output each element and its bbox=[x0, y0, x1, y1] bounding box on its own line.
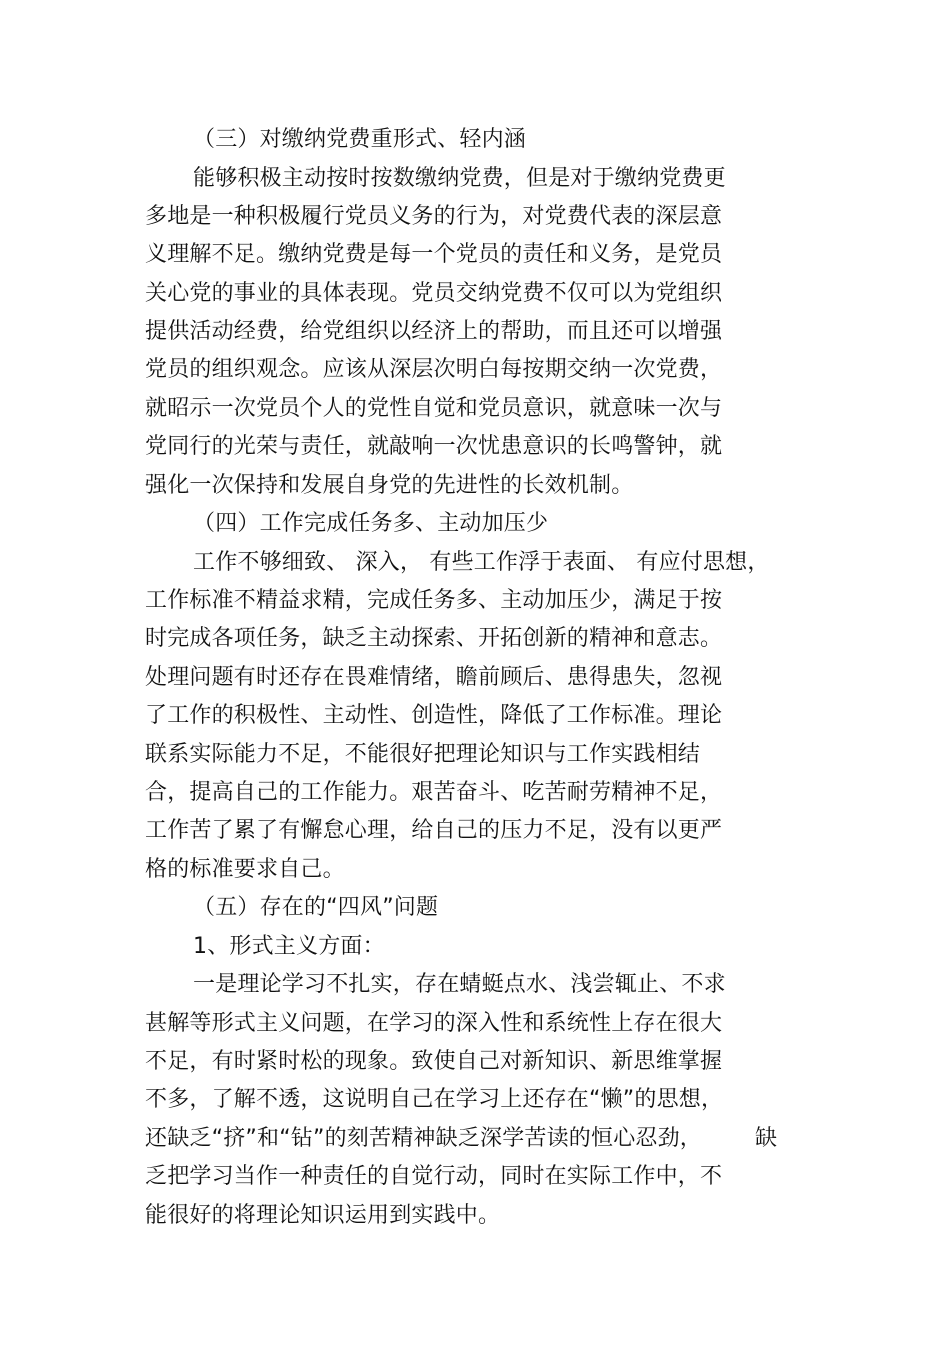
paragraph-line: 提供活动经费，给党组织以经济上的帮助，而且还可以增强 bbox=[145, 319, 723, 344]
paragraph-line: 能够积极主动按时按数缴纳党费，但是对于缴纳党费更 bbox=[193, 166, 726, 191]
paragraph-line: 时完成各项任务，缺乏主动探索、开拓创新的精神和意志。 bbox=[145, 626, 723, 651]
paragraph-line: 不足，有时紧时松的现象。致使自己对新知识、新思维掌握 bbox=[145, 1049, 723, 1074]
heading-4: （四）工作完成任务多、主动加压少 bbox=[193, 511, 549, 536]
paragraph-line: 义理解不足。缴纳党费是每一个党员的责任和义务，是党员 bbox=[145, 242, 723, 267]
paragraph-line: 工作不够细致、 深入， 有些工作浮于表面、 有应付思想， bbox=[193, 550, 770, 575]
paragraph-line: 甚解等形式主义问题，在学习的深入性和系统性上存在很大 bbox=[145, 1011, 723, 1036]
paragraph-line: 强化一次保持和发展自身党的先进性的长效机制。 bbox=[145, 473, 634, 498]
paragraph-line: 就昭示一次党员个人的党性自觉和党员意识，就意味一次与 bbox=[145, 396, 723, 421]
paragraph-line: 工作苦了累了有懈怠心理，给自己的压力不足，没有以更严 bbox=[145, 818, 723, 843]
paragraph-line: 合，提高自己的工作能力。艰苦奋斗、吃苦耐劳精神不足， bbox=[145, 780, 723, 805]
heading-5: （五）存在的“四风”问题 bbox=[193, 895, 439, 920]
paragraph-line: 了工作的积极性、主动性、创造性，降低了工作标准。理论 bbox=[145, 703, 723, 728]
subheading-formalism: 1、形式主义方面： bbox=[193, 934, 385, 959]
overflow-character: 缺 bbox=[755, 1126, 778, 1151]
paragraph-line: 党同行的光荣与责任，就敲响一次忧患意识的长鸣警钟，就 bbox=[145, 434, 723, 459]
paragraph-line: 党员的组织观念。应该从深层次明白每按期交纳一次党费， bbox=[145, 357, 723, 382]
paragraph-line: 处理问题有时还存在畏难情绪，瞻前顾后、患得患失，忽视 bbox=[145, 665, 723, 690]
heading-3: （三）对缴纳党费重形式、轻内涵 bbox=[193, 127, 527, 152]
paragraph-line: 不多，了解不透，这说明自己在学习上还存在“懒”的思想， bbox=[145, 1087, 724, 1112]
paragraph-line: 格的标准要求自己。 bbox=[145, 857, 345, 882]
paragraph-line: 能很好的将理论知识运用到实践中。 bbox=[145, 1203, 501, 1228]
paragraph-line: 一是理论学习不扎实，存在蜻蜓点水、浅尝辄止、不求 bbox=[193, 972, 726, 997]
paragraph-line: 工作标准不精益求精，完成任务多、主动加压少，满足于按 bbox=[145, 588, 723, 613]
paragraph-line: 乏把学习当作一种责任的自觉行动，同时在实际工作中，不 bbox=[145, 1164, 723, 1189]
paragraph-line: 关心党的事业的具体表现。党员交纳党费不仅可以为党组织 bbox=[145, 281, 723, 306]
paragraph-line: 联系实际能力不足，不能很好把理论知识与工作实践相结 bbox=[145, 742, 701, 767]
paragraph-line: 多地是一种积极履行党员义务的行为，对党费代表的深层意 bbox=[145, 204, 723, 229]
paragraph-line: 还缺乏“挤”和“钻”的刻苦精神缺乏深学苦读的恒心忍劲， bbox=[145, 1126, 702, 1151]
